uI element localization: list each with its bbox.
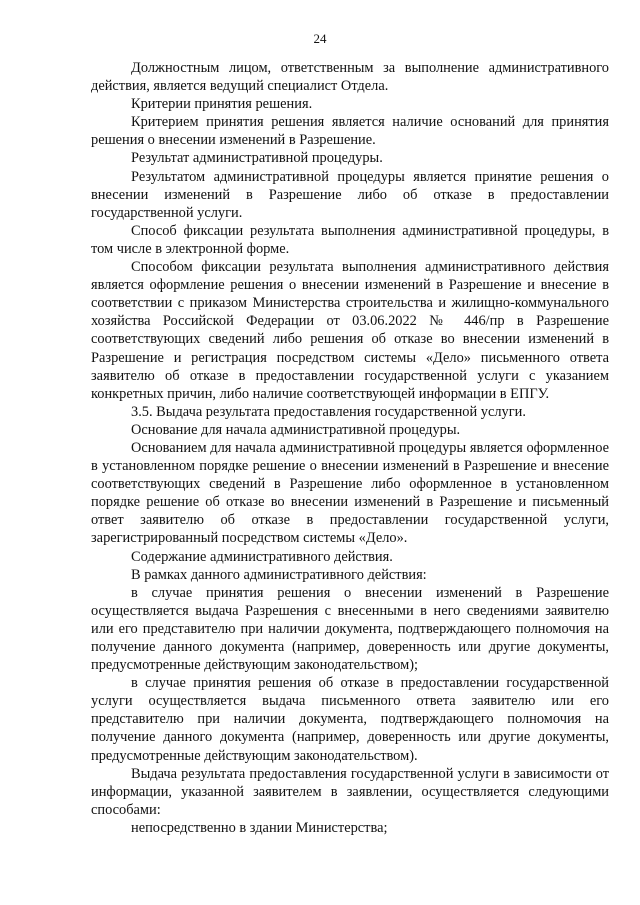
- paragraph: Содержание административного действия.: [131, 548, 393, 565]
- paragraph: Основанием для начала административной процедуры является оформленное в установленном порядке решение о внесении изменений в Разрешение и внесение соответствующих сведений в Разрешение либо оформленное в установленном порядке решение об отказе во внесении изменений в Разрешение и письменный ответ заявителю об отказе в предоставлении государственной услуги, зарегистрированный посредством системы «Дело».: [91, 439, 609, 547]
- document-body: [91, 59, 609, 837]
- paragraph: В рамках данного административного действия:: [131, 566, 427, 583]
- page-number: 24: [313, 31, 327, 46]
- list-item: в случае принятия решения о внесении изменений в Разрешение осуществляется выдача Разрешения с внесенными в него сведениями заявителю или его представителю при наличии документа, подтверждающего полномочия на получение данного документа (например, доверенность или другие документы, предусмотренные действующим законодательством);: [91, 584, 609, 674]
- paragraph: Результатом административной процедуры является принятие решения о внесении изменений в Разрешение либо об отказе в предоставлении государственной услуги.: [91, 168, 609, 221]
- paragraph: Критерии принятия решения.: [131, 96, 313, 113]
- paragraph: Выдача результата предоставления государственной услуги в зависимости от информации, указанной заявителем в заявлении, осуществляется следующими способами:: [91, 765, 609, 818]
- list-item: непосредственно в здании Министерства;: [131, 819, 388, 836]
- paragraph: Основание для начала административной процедуры.: [131, 421, 461, 438]
- list-item: в случае принятия решения об отказе в предоставлении государственной услуги осуществляется выдача письменного ответа заявителю или его представителю при наличии документа, подтверждающего полномочия на получение данного документа (например, доверенность или другие документы, предусмотренные действующим законодательством).: [91, 675, 609, 764]
- paragraph: Должностным лицом, ответственным за выполнение административного действия, является ведущий специалист Отдела.: [91, 60, 609, 95]
- section-heading: 3.5. Выдача результата предоставления государственной услуги.: [131, 403, 526, 420]
- paragraph: Результат административной процедуры.: [131, 150, 383, 167]
- paragraph: Способ фиксации результата выполнения административной процедуры, в том числе в электронной форме.: [91, 222, 609, 257]
- paragraph: Способом фиксации результата выполнения административного действия является оформление решения о внесении изменений в Разрешение и внесение в соответствии с приказом Министерства строительства и жилищно-коммунального хозяйства Российской Федерации от 03.06.2022 № 446/пр в Разрешение соответствующих сведений либо решения об отказе во внесении изменений в Разрешение и регистрация посредством системы «Дело» письменного ответа заявителю об отказе в предоставлении государственной услуги с указанием конкретных причин, либо наличие соответствующей информации в ЕПГУ.: [91, 259, 609, 402]
- paragraph: Критерием принятия решения является наличие оснований для принятия решения о внесении изменений в Разрешение.: [91, 114, 609, 149]
